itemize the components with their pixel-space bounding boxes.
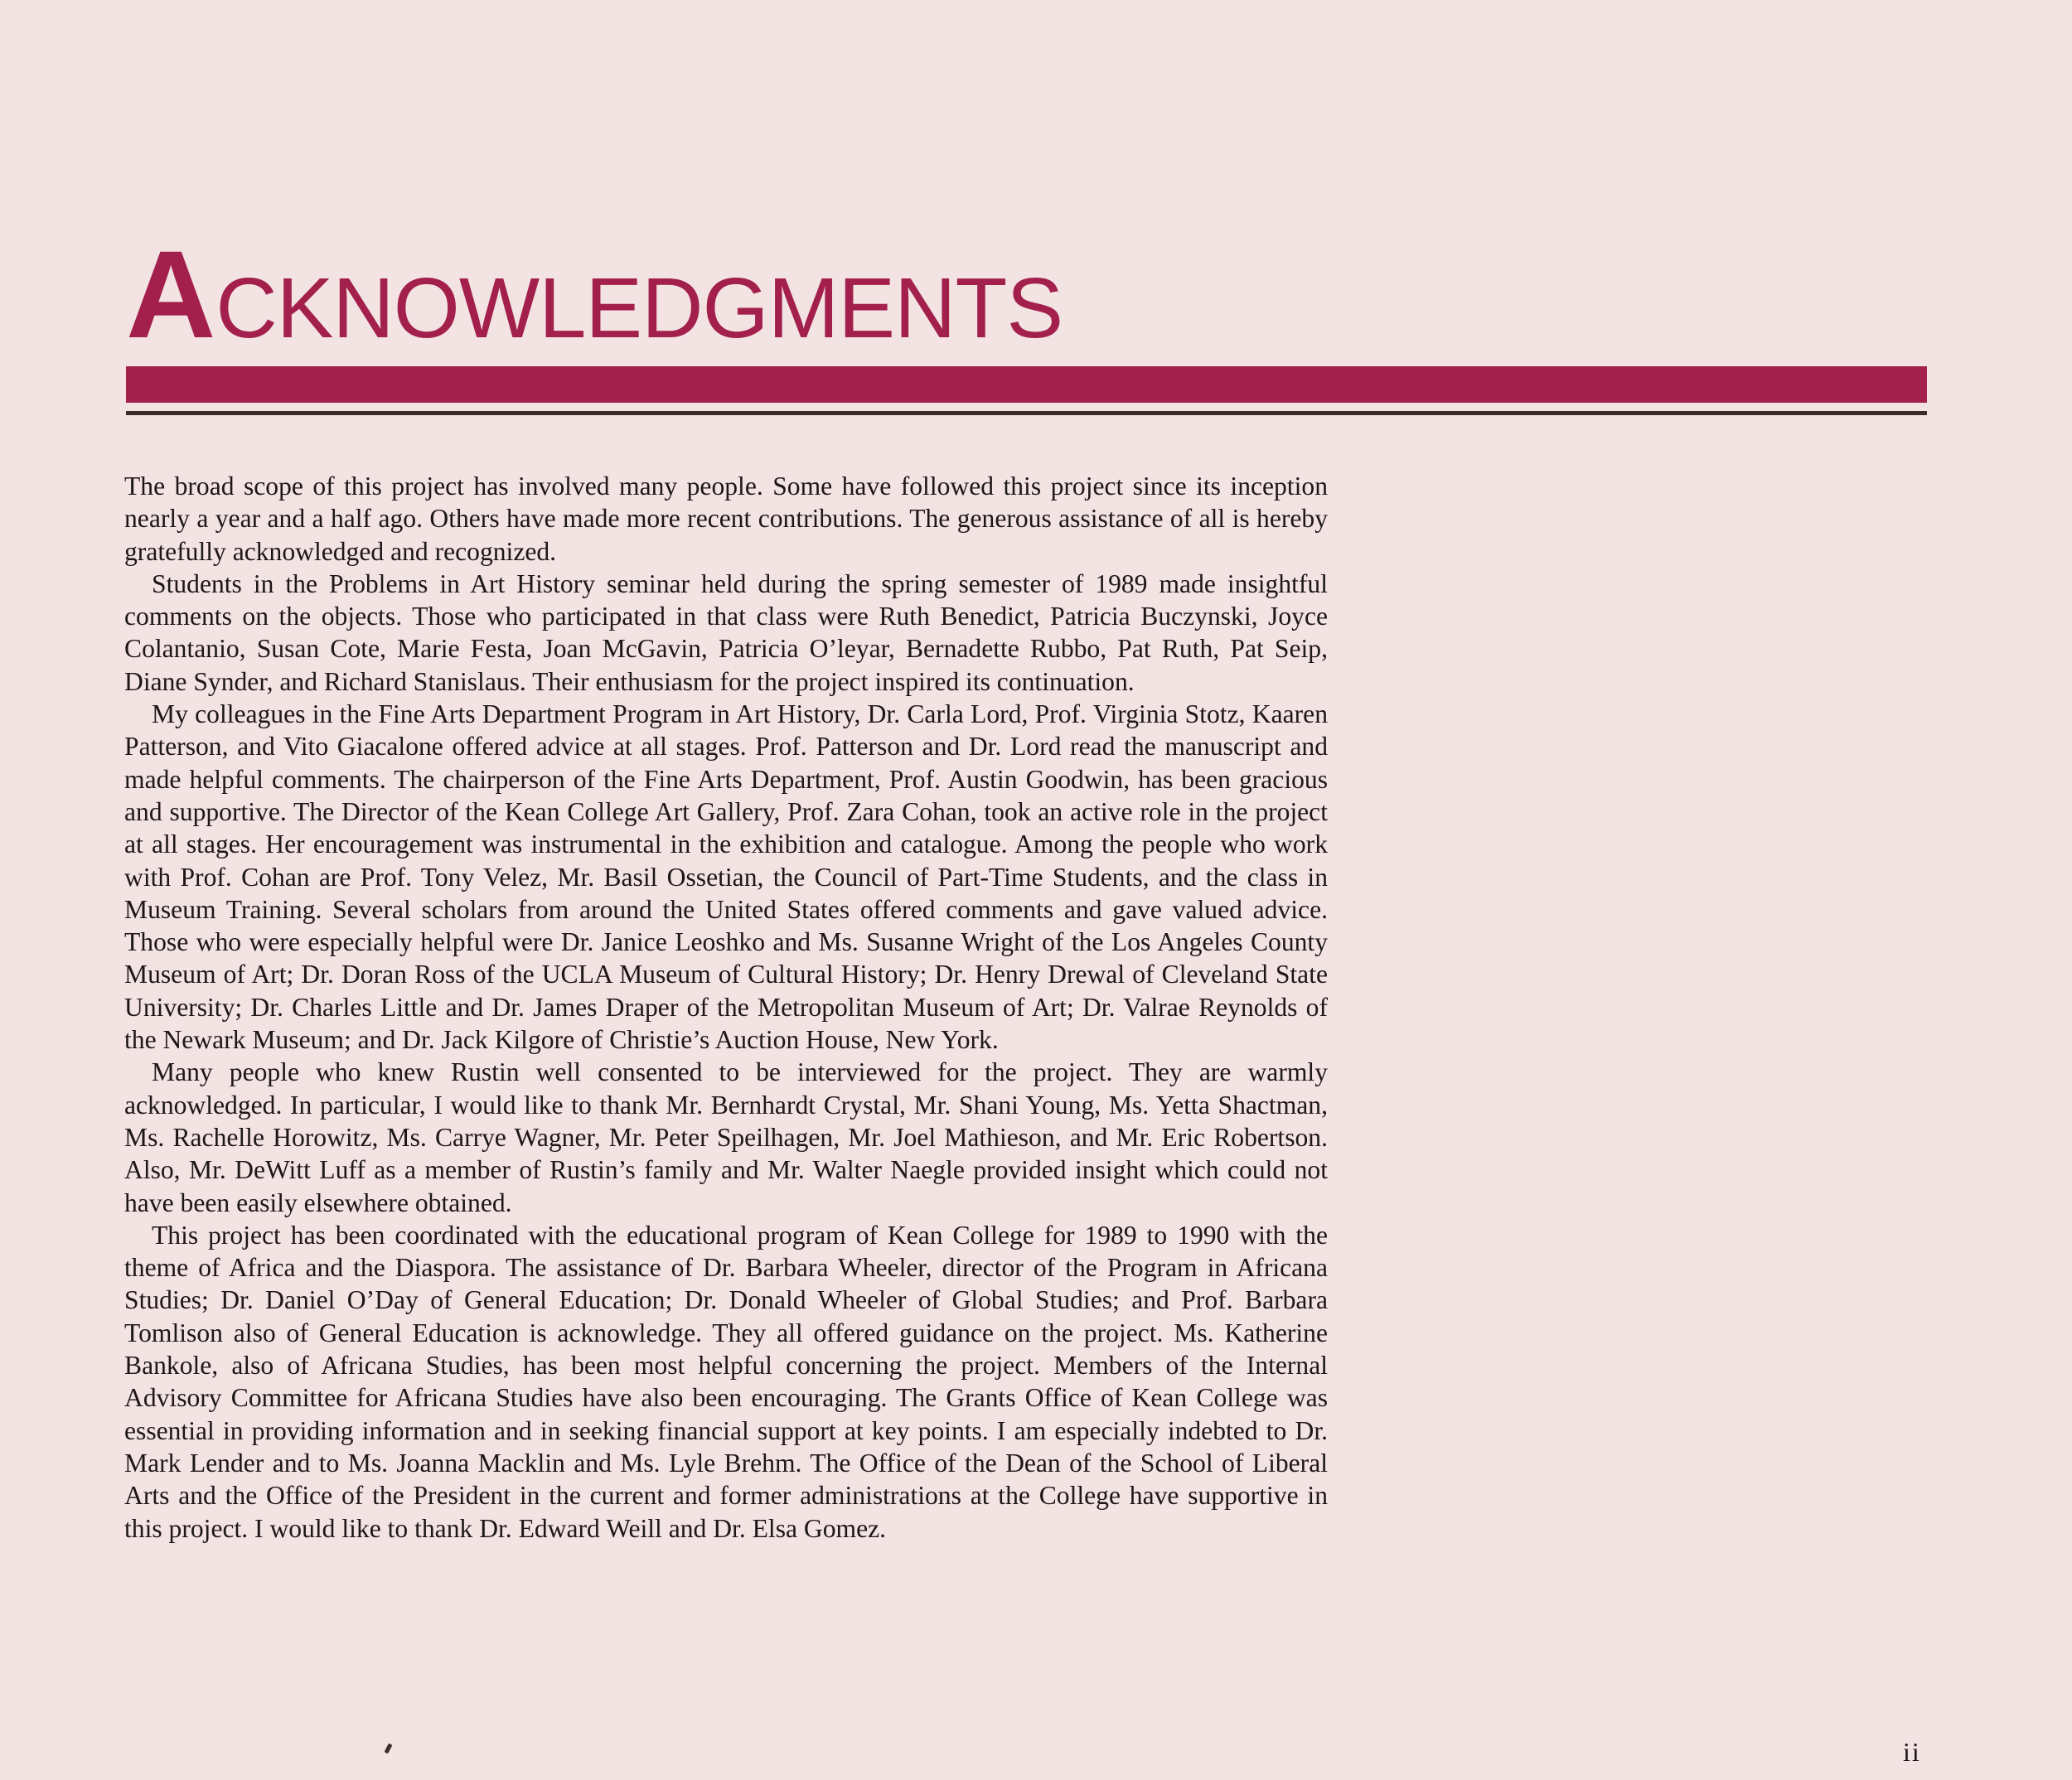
body-text — [124, 470, 1328, 1545]
title-rule-thick — [126, 366, 1927, 403]
title-initial: A — [126, 225, 216, 364]
title-rule-thin — [126, 411, 1927, 415]
page-title — [126, 225, 1063, 365]
paragraph: My colleagues in the Fine Arts Department Program in Art History, Dr. Carla Lord, Prof. Virginia Stotz, Kaaren Patterson, and Vito Giacalone offered advice at all stages. Prof. Patterson and Dr. Lord read the manuscript and made helpful comments. The chairperson of the Fine Arts Department, Prof. Austin Goodwin, has been gracious and supportive. The Director of the Kean College Art Gallery, Prof. Zara Cohan, took an active role in the project at all stages. Her encouragement was instrumental in the exhibition and catalogue. Among the people who work with Prof. Cohan are Prof. Tony Velez, Mr. Basil Ossetian, the Council of Part-Time Students, and the class in Museum Training. Several scholars from around the United States offered comments and gave valued advice. Those who were especially helpful were Dr. Janice Leoshko and Ms. Susanne Wright of the Los Angeles County Museum of Art; Dr. Doran Ross of the UCLA Museum of Cultural History; Dr. Henry Drewal of Cleveland State University; Dr. Charles Little and Dr. James Draper of the Metropolitan Museum of Art; Dr. Valrae Reynolds of the Newark Museum; and Dr. Jack Kilgore of Christie’s Auction House, New York. — [124, 699, 1328, 1055]
paragraph: Many people who knew Rustin well consented to be interviewed for the project. They are warmly acknowledged. In particular, I would like to thank Mr. Bernhardt Crystal, Mr. Shani Young, Ms. Yetta Shactman, Ms. Rachelle Horowitz, Ms. Carrye Wagner, Mr. Peter Speilhagen, Mr. Joel Mathieson, and Mr. Eric Robertson. Also, Mr. DeWitt Luff as a member of Rustin’s family and Mr. Walter Naegle provided insight which could not have been easily elsewhere obtained. — [124, 1057, 1328, 1217]
title-rest: CKNOWLEDGMENTS — [215, 260, 1063, 356]
paragraph: The broad scope of this project has involved many people. Some have followed this project since its inception nearly a year and a half ago. Others have made more recent contributions. The generous assistance of all is hereby gratefully acknowledged and recognized. — [124, 472, 1328, 566]
page-number: ii — [1903, 1737, 1921, 1767]
ink-speck — [384, 1744, 392, 1754]
paragraph: This project has been coordinated with the educational program of Kean College for 1989 to 1990 with the theme of Africa and the Diaspora. The assistance of Dr. Barbara Wheeler, director of the Program in Africana Studies; Dr. Daniel O’Day of General Education; Dr. Donald Wheeler of Global Studies; and Prof. Barbara Tomlison also of General Education is acknowledge. They all offered guidance on the project. Ms. Katherine Bankole, also of Africana Studies, has been most helpful concerning the project. Members of the Internal Advisory Committee for Africana Studies have also been encouraging. The Grants Office of Kean College was essential in providing information and in seeking financial support at key points. I am especially indebted to Dr. Mark Lender and to Ms. Joanna Macklin and Ms. Lyle Brehm. The Office of the Dean of the School of Liberal Arts and the Office of the President in the current and former administrations at the College have supportive in this project. I would like to thank Dr. Edward Weill and Dr. Elsa Gomez. — [124, 1220, 1328, 1543]
paragraph: Students in the Problems in Art History seminar held during the spring semester of 1989 made insightful comments on the objects. Those who participated in that class were Ruth Benedict, Patricia Buczynski, Joyce Colantanio, Susan Cote, Marie Festa, Joan McGavin, Patricia O’leyar, Bernadette Rubbo, Pat Ruth, Pat Seip, Diane Synder, and Richard Stanislaus. Their enthusiasm for the project inspired its continuation. — [124, 568, 1328, 696]
